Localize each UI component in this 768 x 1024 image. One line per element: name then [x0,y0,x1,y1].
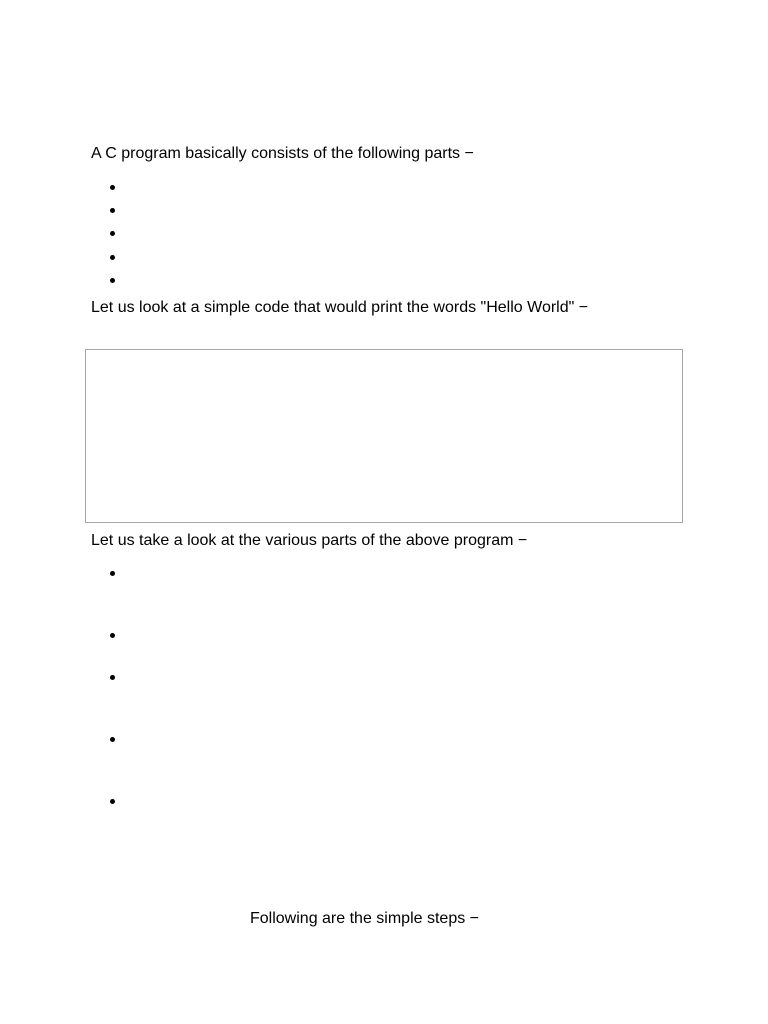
list-bullet [110,185,115,190]
list-bullet [110,208,115,213]
parts-explanation-paragraph: Let us take a look at the various parts of the above program − [91,532,528,549]
list-bullet [110,633,115,638]
list-bullet [110,737,115,742]
steps-heading: Following are the simple steps − [250,910,479,927]
list-bullet [110,571,115,576]
list-bullet [110,278,115,283]
list-bullet [110,799,115,804]
list-bullet [110,675,115,680]
code-intro-paragraph: Let us look at a simple code that would print the words "Hello World" − [91,299,589,316]
list-bullet [110,231,115,236]
code-block [85,349,683,523]
intro-paragraph: A C program basically consists of the following parts − [91,145,474,162]
list-bullet [110,255,115,260]
